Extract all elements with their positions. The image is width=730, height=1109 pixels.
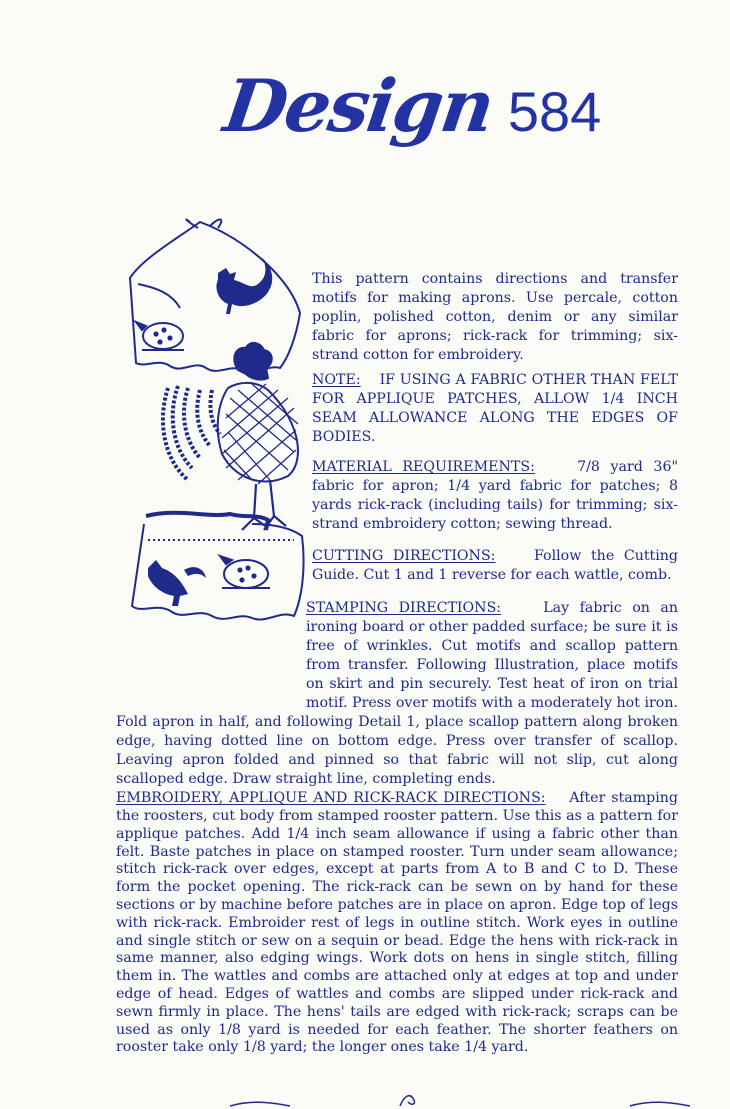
cutting-directions-paragraph (312, 547, 678, 585)
stamping-directions-heading: STAMPING DIRECTIONS: (306, 600, 502, 617)
design-number: 584 (507, 80, 602, 144)
stamping-directions-paragraph (116, 599, 678, 789)
embroidery-directions-paragraph (116, 790, 678, 1057)
note-heading: NOTE: (312, 372, 361, 389)
embroidery-directions-heading: EMBROIDERY, APPLIQUE AND RICK-RACK DIRECTIONS: (116, 790, 546, 807)
hen-bottom-icon (220, 556, 270, 588)
material-requirements-text: 7/8 yard 36" fabric for apron; 1/4 yard fabric for patches; 8 yards rick-rack (including tails) for trimming; six-strand embroidery cotton; sewing thread. (312, 459, 678, 533)
design-title (219, 42, 602, 148)
note-paragraph (312, 371, 678, 447)
design-title-script: Design (219, 63, 498, 148)
embroidery-directions-text: After stamping the roosters, cut body from stamped rooster pattern. Use this as a pattern for applique patches. Add 1/4 inch seam allowance if using a fabric other than felt. Baste patches in place on stamped rooster. Turn under seam allowance; stitch rick-rack over edges, except at parts from A to B and C to D. These form the pocket opening. The rick-rack can be sewn on by hand for these sections or by machine before patches are in place on apron. Edge top of legs with rick-rack. Embroider rest of legs in outline stitch. Work eyes in outline and single stitch or sew on a sequin or bead. Edge the hens with rick-rack in same manner, also edging wings. Work dots on hens in single stitch, filling them in. The wattles and combs are attached only at edges at top and under edge of head. Edges of wattles and combs are slipped under rick-rack and sewn firmly in place. The hens' tails are edged with rick-rack; scraps can be used as only 1/8 yard is needed for each feather. The shorter feathers on rooster take only 1/8 yard; the longer ones take 1/4 yard. (116, 790, 678, 1056)
material-requirements-heading: MATERIAL REQUIREMENTS: (312, 459, 535, 476)
material-requirements-paragraph (312, 458, 678, 534)
cutting-directions-heading: CUTTING DIRECTIONS: (312, 548, 496, 565)
stamping-directions-text: Lay fabric on an ironing board or other padded surface; be sure it is free of wrinkles. Cut motifs and scallop pattern from transfer. Following Illustration, place motifs on skirt and pin securely. Test heat of iron on trial motif. Press over motifs with a moderately hot iron. Fold apron in half, and following Detail 1, place scallop pattern along broken edge, having dotted line on bottom edge. Press over transfer of scallop. Leaving apron folded and pinned so that fabric will not slip, cut along scalloped edge. Draw straight line, completing ends. (116, 600, 679, 788)
cutting-directions-text: Follow the Cutting Guide. Cut 1 and 1 reverse for each wattle, comb. (312, 548, 678, 584)
bottom-edge-marks (230, 1088, 690, 1108)
rooster-large-icon (163, 343, 298, 530)
apron-illustration (118, 218, 308, 638)
intro-paragraph: This pattern contains directions and transfer motifs for making aprons. Use percale, cotton poplin, polished cotton, denim or any similar fabric for aprons; rick-rack for trimming; six-strand cotton for embroidery. (312, 271, 678, 364)
hen-small-icon (136, 322, 184, 350)
rooster-small-icon (216, 258, 272, 314)
illustration-spacer (116, 599, 306, 697)
note-text: IF USING A FABRIC OTHER THAN FELT FOR APPLIQUE PATCHES, ALLOW 1/4 INCH SEAM ALLOWANCE ALONG THE EDGES OF BODIES. (312, 372, 678, 446)
